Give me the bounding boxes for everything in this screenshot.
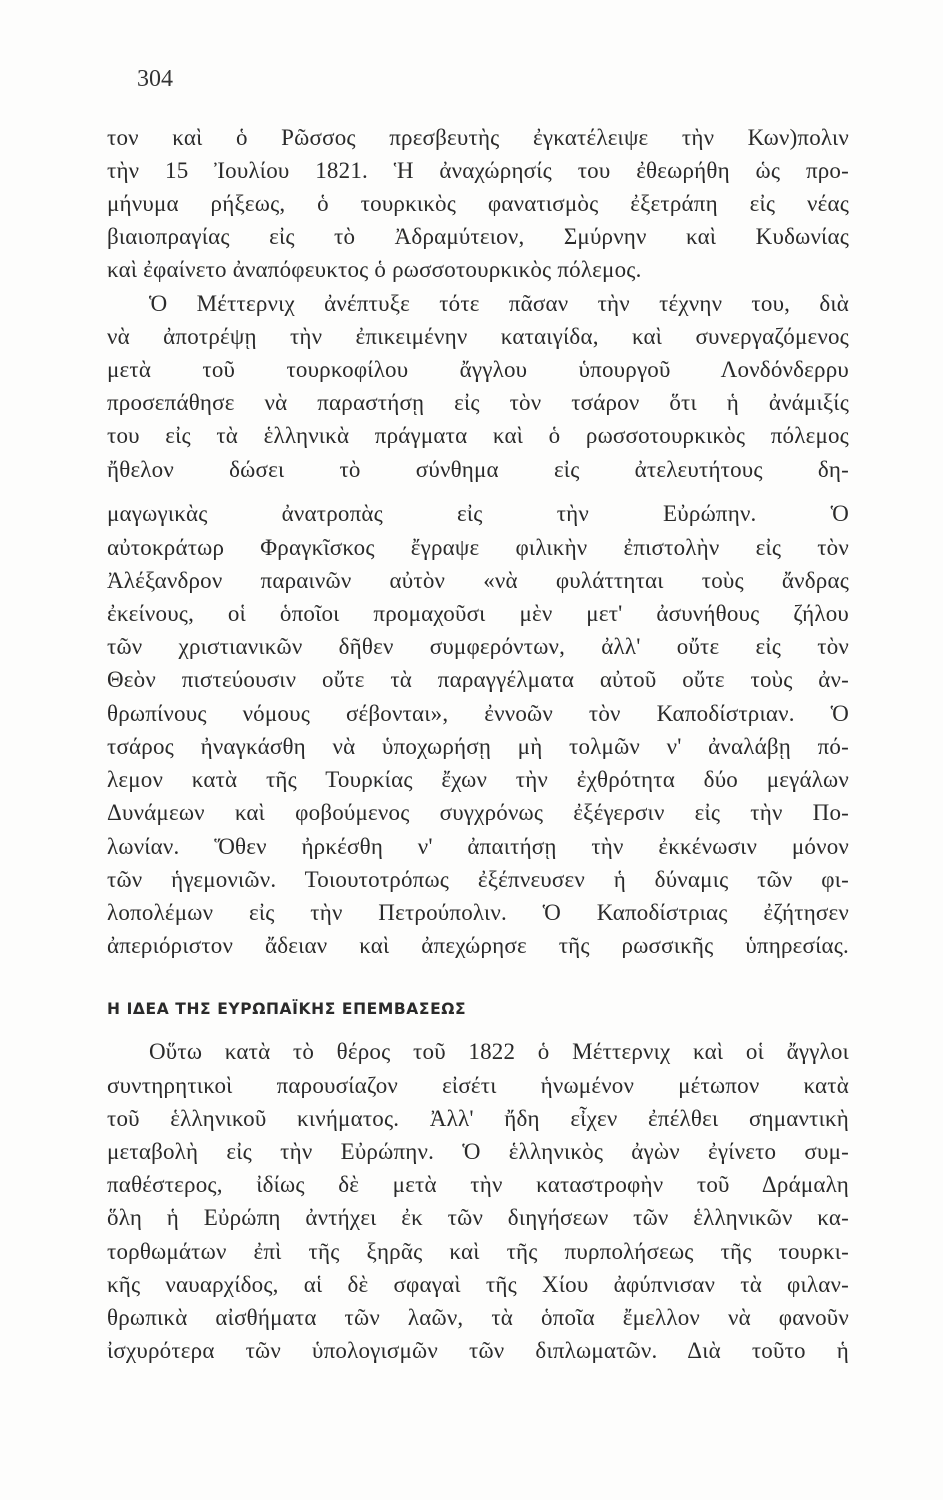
text-line: μήνυμα ρήξεως, ὁ τουρκικὸς φανατισμὸς ἐξετράπη εἰς νέας [107,191,849,216]
text-line: τῶν ἡγεμονιῶν. Τοιουτοτρόπως ἐξέπνευσεν ἡ δύναμις τῶν φι- [107,867,849,892]
text-line: Οὕτω κατὰ τὸ θέρος τοῦ 1822 ὁ Μέττερνιχ καὶ οἱ ἄγγλοι [149,1039,849,1064]
text-line: Θεὸν πιστεύουσιν οὔτε τὰ παραγγέλματα αὐτοῦ οὔτε τοὺς ἀν- [107,667,849,692]
text-line: κῆς ναυαρχίδος, αἱ δὲ σφαγαὶ τῆς Χίου ἀφύπνισαν τὰ φιλαν- [107,1272,849,1297]
text-line: Ἀλέξανδρον παραινῶν αὐτὸν «νὰ φυλάττηται τοὺς ἄνδρας [107,568,849,593]
text-line: ἀπεριόριστον ἄδειαν καὶ ἀπεχώρησε τῆς ρωσσικῆς ὑπηρεσίας. [107,933,849,958]
text-line: θρωπίνους νόμους σέβονται», ἐννοῶν τὸν Καποδίστριαν. Ὁ [107,701,849,726]
text-line: θρωπικὰ αἰσθήματα τῶν λαῶν, τὰ ὁποῖα ἔμελλον νὰ φανοῦν [107,1305,849,1330]
text-line: ἰσχυρότερα τῶν ὑπολογισμῶν τῶν διπλωματῶν. Διὰ τοῦτο ἡ [107,1338,849,1363]
text-line: λωνίαν. Ὅθεν ἠρκέσθη ν' ἀπαιτήσῃ τὴν ἐκκένωσιν μόνον [107,834,849,859]
text-line: ἐκείνους, οἱ ὁποῖοι προμαχοῦσι μὲν μετ' ἀσυνήθους ζήλου [107,601,849,626]
text-line: μαγωγικὰς ἀνατροπὰς εἰς τὴν Εὐρώπην. Ὁ [107,501,849,526]
text-line: Δυνάμεων καὶ φοβούμενος συγχρόνως ἐξέγερσιν εἰς τὴν Πο- [107,800,849,825]
text-line: συντηρητικοὶ παρουσίαζον εἰσέτι ἡνωμένον μέτωπον κατὰ [107,1073,849,1098]
text-line: τῶν χριστιανικῶν δῆθεν συμφερόντων, ἀλλ' οὔτε εἰς τὸν [107,634,849,659]
text-line: μετὰ τοῦ τουρκοφίλου ἄγγλου ὑπουργοῦ Λονδόνδερρυ [107,357,849,382]
text-line: ἤθελον δώσει τὸ σύνθημα εἰς ἀτελευτήτους δη- [107,457,849,482]
text-line: τορθωμάτων ἐπὶ τῆς ξηρᾶς καὶ τῆς πυρπολήσεως τῆς τουρκι- [107,1239,849,1264]
text-line: λεμον κατὰ τῆς Τουρκίας ἔχων τὴν ἐχθρότητα δύο μεγάλων [107,767,849,792]
text-line: καὶ ἐφαίνετο ἀναπόφευκτος ὁ ρωσσοτουρκικὸς πόλεμος. [107,257,642,282]
section-heading: Η ΙΔΕΑ ΤΗΣ ΕΥΡΩΠΑΪΚΗΣ ΕΠΕΜΒΑΣΕΩΣ [107,1000,467,1018]
text-line: τὴν 15 Ἰουλίου 1821. Ἡ ἀναχώρησίς του ἐθεωρήθη ὡς προ- [107,158,849,183]
text-line: τοῦ ἑλληνικοῦ κινήματος. Ἀλλ' ἤδη εἶχεν ἐπέλθει σημαντικὴ [107,1106,849,1131]
text-line: νὰ ἀποτρέψῃ τὴν ἐπικειμένην καταιγίδα, καὶ συνεργαζόμενος [107,324,849,349]
text-line: βιαιοπραγίας εἰς τὸ Ἀδραμύτειον, Σμύρνην καὶ Κυδωνίας [107,224,849,249]
text-line: Ὁ Μέττερνιχ ἀνέπτυξε τότε πᾶσαν τὴν τέχνην του, διὰ [149,291,849,316]
text-line: παθέστερος, ἰδίως δὲ μετὰ τὴν καταστροφὴν τοῦ Δράμαλη [107,1172,849,1197]
text-line: μεταβολὴ εἰς τὴν Εὐρώπην. Ὁ ἑλληνικὸς ἀγὼν ἐγίνετο συμ- [107,1139,849,1164]
text-line: προσεπάθησε νὰ παραστήσῃ εἰς τὸν τσάρον ὅτι ἡ ἀνάμιξίς [107,390,849,415]
text-line: τον καὶ ὁ Ρῶσσος πρεσβευτὴς ἐγκατέλειψε τὴν Κων)πολιν [107,125,849,150]
text-line: του εἰς τὰ ἑλληνικὰ πράγματα καὶ ὁ ρωσσοτουρκικὸς πόλεμος [107,423,849,448]
text-line: ὅλη ἡ Εὐρώπη ἀντήχει ἐκ τῶν διηγήσεων τῶν ἑλληνικῶν κα- [107,1205,849,1230]
page-number: 304 [137,66,173,92]
text-line: αὐτοκράτωρ Φραγκῖσκος ἔγραψε φιλικὴν ἐπιστολὴν εἰς τὸν [107,535,849,560]
text-line: λοπολέμων εἰς τὴν Πετρούπολιν. Ὁ Καποδίστριας ἐζήτησεν [107,900,849,925]
text-line: τσάρος ἠναγκάσθη νὰ ὑποχωρήσῃ μὴ τολμῶν ν' ἀναλάβῃ πό- [107,734,849,759]
